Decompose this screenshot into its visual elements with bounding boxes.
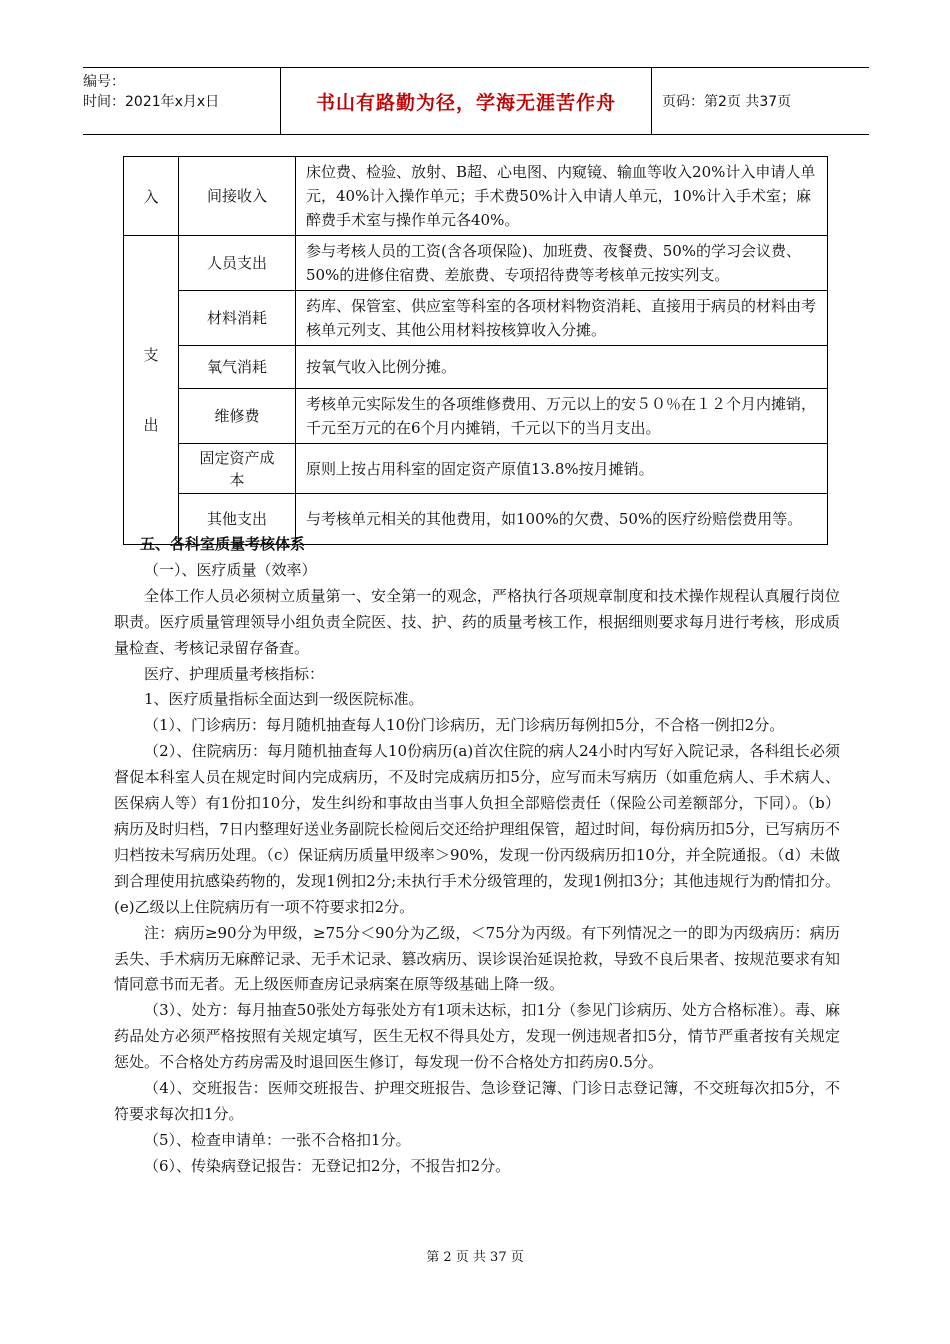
table-row (124, 236, 828, 291)
item-cell: 固定资产成本 (179, 444, 296, 494)
paragraph: （6）、传染病登记报告：无登记扣2分，不报告扣2分。 (144, 1156, 511, 1175)
paragraph: 全体工作人员必须树立质量第一、安全第一的观念，严格执行各项规章制度和技术操作规程认真履行岗位职责。医疗质量管理领导小组负责全院医、技、护、药的质量考核工作，根据细则要求每月进行考核，形成质量检查、考核记录留存备查。 (114, 586, 840, 657)
paragraph: 医疗、护理质量考核指标： (144, 664, 325, 683)
serial-label: 编号： (83, 74, 125, 90)
paragraph: 1、医疗质量指标全面达到一级医院标准。 (144, 690, 424, 709)
group-expense-label: 支出 (143, 346, 159, 434)
desc-cell: 考核单元实际发生的各项维修费用、万元以上的安５０％在１２个月内摊销，千元至万元的在6个月内摊销，千元以下的当月支出。 (296, 389, 828, 444)
group-cell-income: 入 (124, 157, 179, 236)
desc-cell: 床位费、检验、放射、B超、心电图、内窥镜、输血等收入20%计入申请人单元，40%计入操作单元；手术费50%计入申请人单元，10%计入手术室；麻醉费手术室与操作单元各40%。 (296, 157, 828, 236)
desc-cell: 与考核单元相关的其他费用，如100%的欠费、50%的医疗纷赔偿费用等。 (296, 494, 828, 545)
motto: 书山有路勤为径，学海无涯苦作舟 (315, 91, 616, 114)
table-row (124, 291, 828, 346)
paragraph: （1）、门诊病历：每月随机抽查每人10份门诊病历，无门诊病历每例扣5分，不合格一例扣2分。 (144, 716, 785, 735)
section-subheading: （一）、医疗质量（效率） (144, 560, 317, 579)
group-cell-expense (124, 236, 179, 545)
item-cell: 材料消耗 (179, 291, 296, 346)
document-body (114, 532, 840, 1180)
page-footer: 第 2 页 共 37 页 (426, 1250, 524, 1265)
table-row (124, 444, 828, 494)
table-row (124, 346, 828, 389)
paragraph: （3）、处方：每月抽查50张处方每张处方有1项未达标，扣1分（参见门诊病历、处方合格标准）。毒、麻药品处方必须严格按照有关规定填写，医生无权不得具处方，发现一例违规者扣5分，情节严重者按有关规定惩处。不合格处方药房需及时退回医生修订，每发现一份不合格处方扣药房0.5分。 (114, 1001, 840, 1072)
desc-cell: 参与考核人员的工资(含各项保险)、加班费、夜餐费、50%的学习会议费、50%的进修住宿费、差旅费、专项招待费等考核单元按实列支。 (296, 236, 828, 291)
desc-cell: 原则上按占用科室的固定资产原值13.8%按月摊销。 (296, 444, 828, 494)
paragraph: 注：病历≥90分为甲级，≥75分＜90分为乙级，＜75分为丙级。有下列情况之一的即为丙级病历：病历丢失、手术病历无麻醉记录、无手术记录、篡改病历、误诊误治延误抢救，导致不良后果者、按规范要求有知情同意书而无者。无上级医师查房记录病案在原等级基础上降一级。 (114, 923, 840, 994)
table-row (124, 389, 828, 444)
item-cell: 氧气消耗 (179, 346, 296, 389)
paragraph: （5）、检查申请单：一张不合格扣1分。 (144, 1130, 411, 1149)
item-cell: 间接收入 (179, 157, 296, 236)
item-cell: 维修费 (179, 389, 296, 444)
desc-cell: 按氧气收入比例分摊。 (296, 346, 828, 389)
page-info: 页码：第2页 共37页 (662, 94, 792, 110)
header-meta (83, 68, 281, 134)
item-cell: 人员支出 (179, 236, 296, 291)
table-row (124, 157, 828, 236)
date-label: 时间：2021年x月x日 (83, 94, 220, 110)
paragraph: （2）、住院病历：每月随机抽查每人10份病历(a)首次住院的病人24小时内写好入院记录，各科组长必须督促本科室人员在规定时间内完成病历，不及时完成病历扣5分，应写而未写病历（如重危病人、手术病人、医保病人等）有1份扣10分，发生纠纷和事故由当事人负担全部赔偿责任（保险公司差额部分，下同）。（b）病历及时归档，7日内整理好送业务副院长检阅后交还给护理组保管，超过时间，每份病历扣5分，已写病历不归档按未写病历处理。（c）保证病历质量甲级率＞90%，发现一份丙级病历扣10分，并全院通报。（d）未做到合理使用抗感染药物的，发现1例扣2分;未执行手术分级管理的，发现1例扣3分；其他违规行为酌情扣分。(e)乙级以上住院病历有一项不符要求扣2分。 (114, 742, 840, 916)
paragraph: （4）、交班报告：医师交班报告、护理交班报告、急诊登记簿、门诊日志登记簿，不交班每次扣5分，不符要求每次扣1分。 (114, 1079, 840, 1123)
cost-allocation-table (123, 156, 828, 545)
header-motto-cell (281, 68, 652, 134)
item-cell: 其他支出 (179, 494, 296, 545)
desc-cell: 药库、保管室、供应室等科室的各项材料物资消耗、直接用于病员的材料由考核单元列支、其他公用材料按核算收入分摊。 (296, 291, 828, 346)
section-heading: 五、各科室质量考核体系 (140, 535, 306, 553)
page-header (83, 67, 869, 135)
